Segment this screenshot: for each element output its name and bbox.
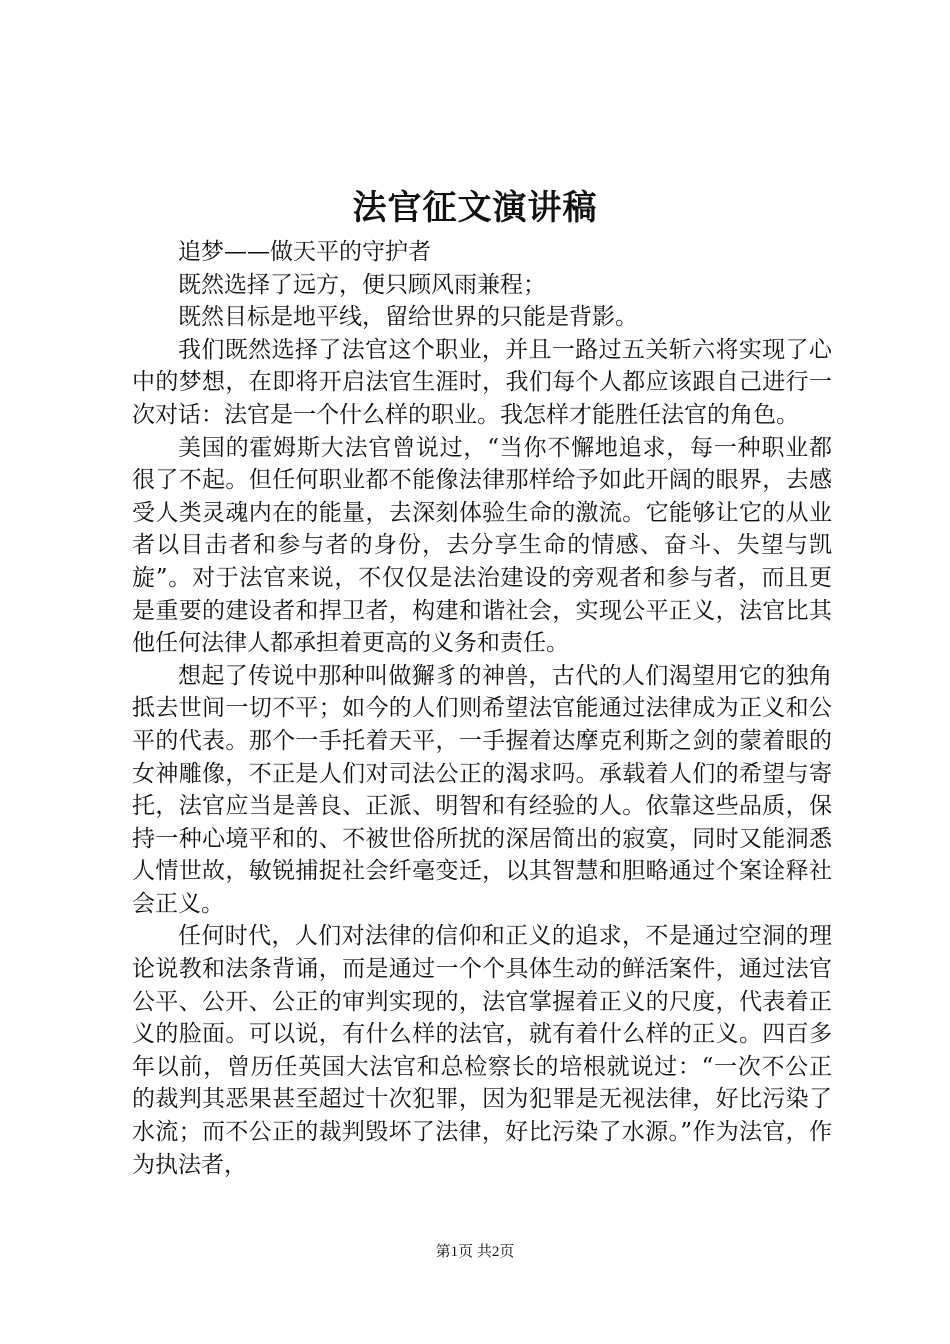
paragraph-verse-2: 既然目标是地平线，留给世界的只能是背影。 [178,304,638,331]
document-body [132,236,832,1181]
paragraph-body-2: 美国的霍姆斯大法官曾说过，“当你不懈地追求，每一种职业都很了不起。但任何职业都不能像法律那样给予如此开阔的眼界，去感受人类灵魂内在的能量，去深刻体验生命的激流。它能够让它的从业者以目击者和参与者的身份，去分享生命的情感、奋斗、失望与凯旋”。对于法官来说，不仅仅是法治建设的旁观者和参与者，而且更是重要的建设者和捍卫者，构建和谐社会，实现公平正义，法官比其他任何法律人都承担着更高的义务和责任。 [132,434,832,657]
paragraph-body-3: 想起了传说中那种叫做獬豸的神兽，古代的人们渴望用它的独角抵去世间一切不平；如今的人们则希望法官能通过法律成为正义和公平的代表。那个一手托着天平，一手握着达摩克利斯之剑的蒙着眼的女神雕像，不正是人们对司法公正的渴求吗。承载着人们的希望与寄托，法官应当是善良、正派、明智和有经验的人。依靠这些品质，保持一种心境平和的、不被世俗所扰的深居简出的寂寞，同时又能洞悉人情世故，敏锐捕捉社会纤毫变迁，以其智慧和胆略通过个案诠释社会正义。 [132,662,832,917]
page-footer: 第1页 共2页 [435,1244,515,1260]
paragraph-body-1: 我们既然选择了法官这个职业，并且一路过五关斩六将实现了心中的梦想，在即将开启法官生涯时，我们每个人都应该跟自己进行一次对话：法官是一个什么样的职业。我怎样才能胜任法官的角色。 [132,336,832,428]
paragraph-verse-1: 既然选择了远方，便只顾风雨兼程； [178,271,546,298]
paragraph-body-4: 任何时代，人们对法律的信仰和正义的追求，不是通过空洞的理论说教和法条背诵，而是通过一个个具体生动的鲜活案件，通过法官公平、公开、公正的审判实现的，法官掌握着正义的尺度，代表着正义的脸面。可以说，有什么样的法官，就有着什么样的正义。四百多年以前，曾历任英国大法官和总检察长的培根就说过：“一次不公正的裁判其恶果甚至超过十次犯罪，因为犯罪是无视法律，好比污染了水流；而不公正的裁判毁坏了法律，好比污染了水源。”作为法官，作为执法者， [132,923,832,1178]
document-title: 法官征文演讲稿 [352,188,598,228]
paragraph-subtitle: 追梦——做天平的守护者 [178,239,431,265]
